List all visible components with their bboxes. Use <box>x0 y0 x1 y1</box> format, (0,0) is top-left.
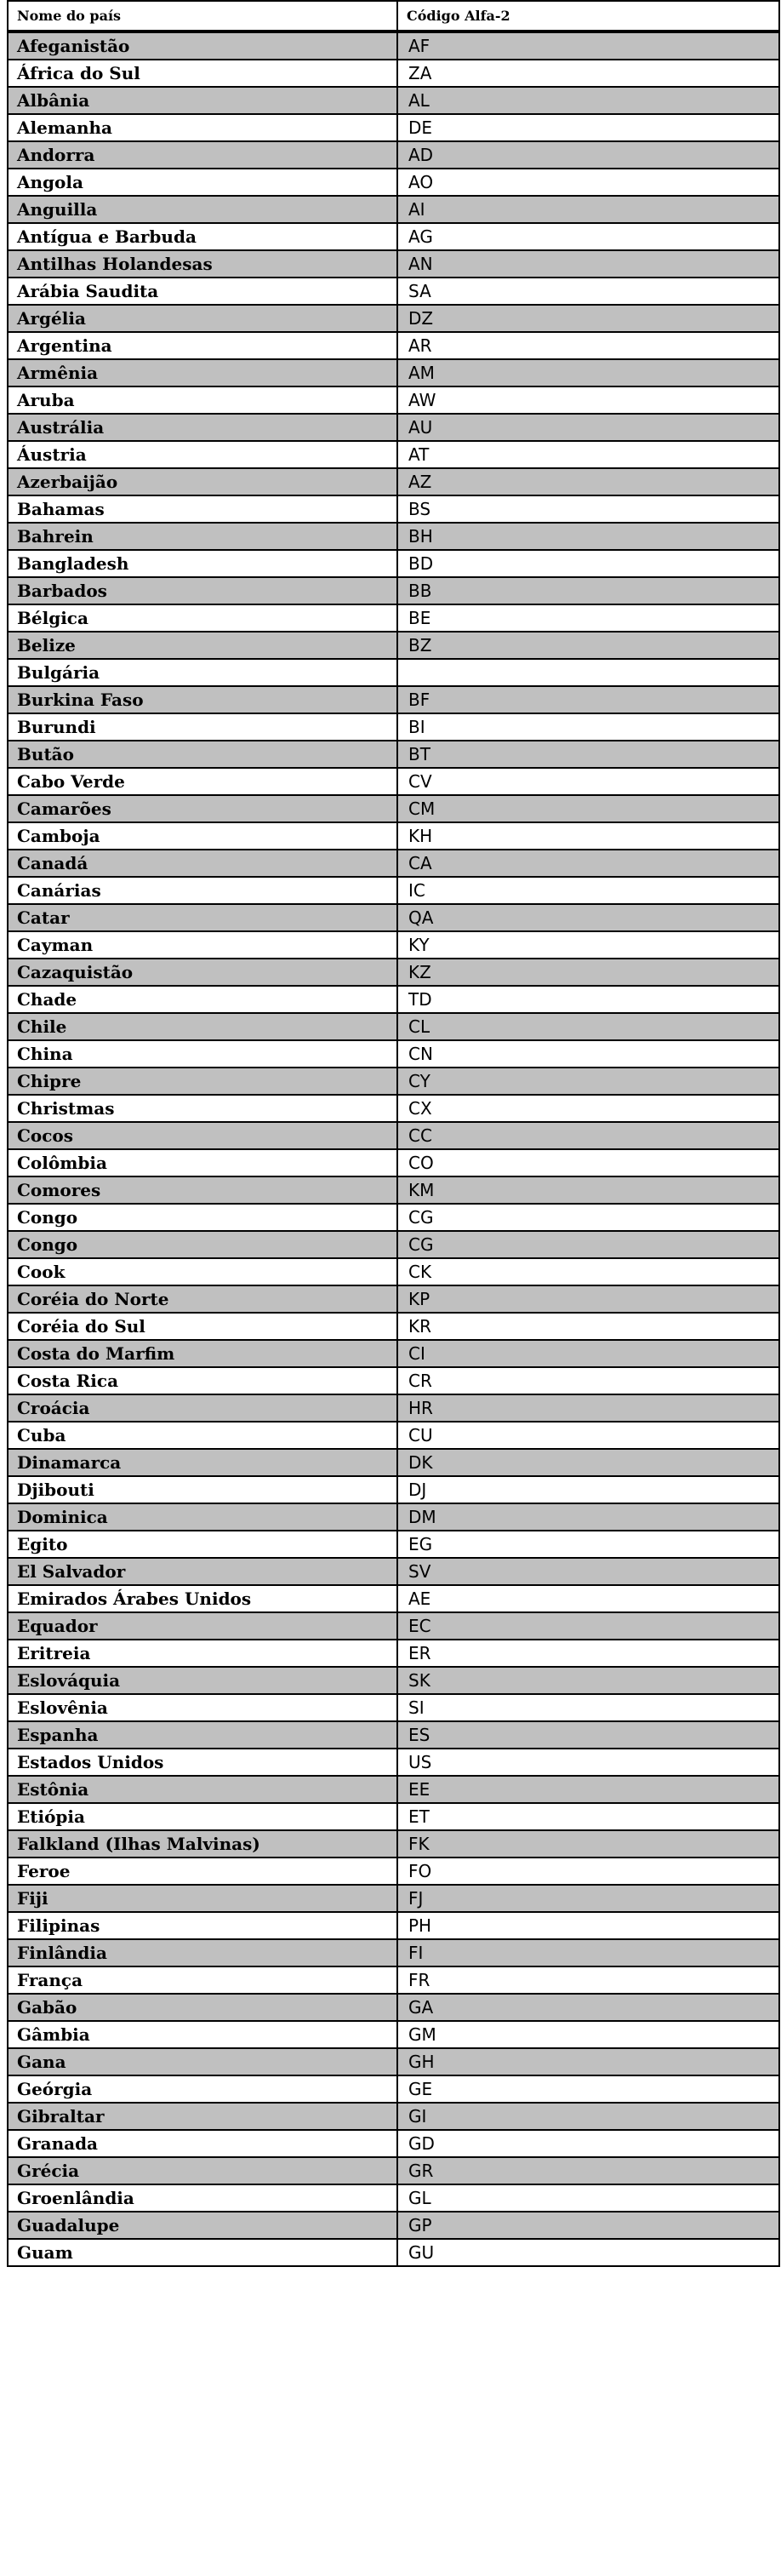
country-name-cell: Congo <box>8 1204 397 1231</box>
country-code-cell: BZ <box>397 632 779 659</box>
table-row <box>8 1204 779 1231</box>
country-code-cell: KP <box>397 1285 779 1313</box>
country-name-cell: Chade <box>8 986 397 1013</box>
country-name-cell: Estônia <box>8 1776 397 1803</box>
country-code-cell: BD <box>397 550 779 577</box>
country-code-cell: CA <box>397 850 779 877</box>
country-code-cell: GL <box>397 2184 779 2212</box>
country-name-cell: Cayman <box>8 931 397 959</box>
country-name-cell: Eslovênia <box>8 1694 397 1721</box>
country-code-cell: AU <box>397 414 779 441</box>
table-row <box>8 1422 779 1449</box>
country-name-cell: Cazaquistão <box>8 959 397 986</box>
table-row <box>8 741 779 768</box>
table-row <box>8 632 779 659</box>
country-code-cell: AN <box>397 250 779 278</box>
table-body <box>8 31 779 2266</box>
table-row <box>8 1476 779 1503</box>
country-name-cell: Coréia do Sul <box>8 1313 397 1340</box>
country-name-cell: Djibouti <box>8 1476 397 1503</box>
country-code-cell: EE <box>397 1776 779 1803</box>
country-name-cell: Feroe <box>8 1858 397 1885</box>
table-row <box>8 1068 779 1095</box>
country-code-cell: GH <box>397 2048 779 2075</box>
country-name-cell: Argentina <box>8 332 397 359</box>
country-name-cell: Falkland (Ilhas Malvinas) <box>8 1830 397 1858</box>
country-name-cell: Groenlândia <box>8 2184 397 2212</box>
country-code-cell: TD <box>397 986 779 1013</box>
country-code-cell: AM <box>397 359 779 386</box>
country-code-cell: CC <box>397 1122 779 1149</box>
table-row <box>8 2239 779 2266</box>
table-row <box>8 1640 779 1667</box>
table-row <box>8 1394 779 1422</box>
country-code-cell: AL <box>397 87 779 114</box>
country-name-cell: Congo <box>8 1231 397 1258</box>
table-row <box>8 141 779 169</box>
country-name-cell: Azerbaijão <box>8 468 397 495</box>
country-name-cell: Aruba <box>8 386 397 414</box>
table-row <box>8 468 779 495</box>
country-code-cell: FK <box>397 1830 779 1858</box>
table-row <box>8 305 779 332</box>
country-code-cell: DJ <box>397 1476 779 1503</box>
country-code-cell: CG <box>397 1204 779 1231</box>
country-name-cell: Dinamarca <box>8 1449 397 1476</box>
table-row <box>8 495 779 523</box>
country-name-cell: China <box>8 1040 397 1068</box>
country-name-cell: Costa Rica <box>8 1367 397 1394</box>
table-row <box>8 1558 779 1585</box>
country-code-cell: ET <box>397 1803 779 1830</box>
table-row <box>8 1449 779 1476</box>
table-row <box>8 577 779 604</box>
table-row <box>8 1858 779 1885</box>
table-row <box>8 1176 779 1204</box>
table-row <box>8 931 779 959</box>
country-code-cell: KY <box>397 931 779 959</box>
country-name-cell: Camboja <box>8 822 397 850</box>
table-row <box>8 1830 779 1858</box>
country-code-cell: DK <box>397 1449 779 1476</box>
table-row <box>8 1749 779 1776</box>
country-code-cell: QA <box>397 904 779 931</box>
country-code-cell: EG <box>397 1531 779 1558</box>
country-code-cell: AT <box>397 441 779 468</box>
country-name-cell: Christmas <box>8 1095 397 1122</box>
table-row <box>8 87 779 114</box>
country-code-cell: GR <box>397 2157 779 2184</box>
country-code-cell: PH <box>397 1912 779 1939</box>
country-name-cell: Finlândia <box>8 1939 397 1966</box>
country-code-cell: SV <box>397 1558 779 1585</box>
country-name-cell: África do Sul <box>8 60 397 87</box>
table-row <box>8 523 779 550</box>
country-code-cell: DZ <box>397 305 779 332</box>
table-row <box>8 1095 779 1122</box>
country-name-cell: Fiji <box>8 1885 397 1912</box>
country-name-cell: Bélgica <box>8 604 397 632</box>
table-row <box>8 1503 779 1531</box>
country-code-cell: CX <box>397 1095 779 1122</box>
table-row <box>8 986 779 1013</box>
country-code-cell: BI <box>397 713 779 741</box>
country-code-cell: BS <box>397 495 779 523</box>
country-code-cell: CM <box>397 795 779 822</box>
table-row <box>8 768 779 795</box>
table-row <box>8 713 779 741</box>
code-column-header: Código Alfa-2 <box>397 1 779 31</box>
country-code-cell: SA <box>397 278 779 305</box>
country-code-cell: CV <box>397 768 779 795</box>
table-row <box>8 2157 779 2184</box>
country-code-cell: CR <box>397 1367 779 1394</box>
country-name-cell: Colômbia <box>8 1149 397 1176</box>
table-row <box>8 169 779 196</box>
table-row <box>8 1612 779 1640</box>
table-row <box>8 1149 779 1176</box>
country-code-cell: FJ <box>397 1885 779 1912</box>
country-code-cell: KR <box>397 1313 779 1340</box>
country-code-cell: FR <box>397 1966 779 1994</box>
country-code-cell: BH <box>397 523 779 550</box>
country-code-cell: GP <box>397 2212 779 2239</box>
country-name-cell: Belize <box>8 632 397 659</box>
country-name-cell: Filipinas <box>8 1912 397 1939</box>
table-row <box>8 1258 779 1285</box>
table-header-row <box>8 1 779 31</box>
table-row <box>8 1966 779 1994</box>
table-row <box>8 1313 779 1340</box>
country-code-cell: GA <box>397 1994 779 2021</box>
country-code-cell: AI <box>397 196 779 223</box>
table-row <box>8 1803 779 1830</box>
table-row <box>8 2021 779 2048</box>
table-row <box>8 2130 779 2157</box>
country-code-cell: CN <box>397 1040 779 1068</box>
table-row <box>8 1885 779 1912</box>
country-name-cell: Butão <box>8 741 397 768</box>
country-name-cell: Cuba <box>8 1422 397 1449</box>
country-name-cell: Catar <box>8 904 397 931</box>
country-name-cell: Dominica <box>8 1503 397 1531</box>
country-name-cell: Antilhas Holandesas <box>8 250 397 278</box>
country-name-cell: Angola <box>8 169 397 196</box>
country-name-cell: Canadá <box>8 850 397 877</box>
country-code-cell: GD <box>397 2130 779 2157</box>
table-row <box>8 332 779 359</box>
country-name-cell: Comores <box>8 1176 397 1204</box>
country-code-cell: AE <box>397 1585 779 1612</box>
country-name-cell: Chipre <box>8 1068 397 1095</box>
country-code-cell: AW <box>397 386 779 414</box>
country-name-cell: Chile <box>8 1013 397 1040</box>
country-code-cell: CY <box>397 1068 779 1095</box>
country-code-cell: AO <box>397 169 779 196</box>
table-row <box>8 386 779 414</box>
country-code-cell: KM <box>397 1176 779 1204</box>
country-code-cell: DM <box>397 1503 779 1531</box>
country-name-cell: Etiópia <box>8 1803 397 1830</box>
table-row <box>8 359 779 386</box>
country-name-cell: Albânia <box>8 87 397 114</box>
table-row <box>8 1776 779 1803</box>
table-row <box>8 1013 779 1040</box>
country-code-document <box>7 0 778 2267</box>
country-name-cell: Burkina Faso <box>8 686 397 713</box>
country-name-cell: Egito <box>8 1531 397 1558</box>
country-code-cell: AG <box>397 223 779 250</box>
table-row <box>8 1340 779 1367</box>
country-code-cell: FO <box>397 1858 779 1885</box>
table-row <box>8 1122 779 1149</box>
country-code-cell: CU <box>397 1422 779 1449</box>
country-code-cell: SK <box>397 1667 779 1694</box>
table-row <box>8 1939 779 1966</box>
country-name-cell: Andorra <box>8 141 397 169</box>
country-name-cell: Cook <box>8 1258 397 1285</box>
country-code-cell: KZ <box>397 959 779 986</box>
table-row <box>8 2075 779 2103</box>
country-name-cell: Gana <box>8 2048 397 2075</box>
country-name-cell: Cabo Verde <box>8 768 397 795</box>
country-code-cell: EC <box>397 1612 779 1640</box>
table-row <box>8 1694 779 1721</box>
table-row <box>8 686 779 713</box>
table-row <box>8 414 779 441</box>
country-name-cell: Croácia <box>8 1394 397 1422</box>
table-row <box>8 441 779 468</box>
table-row <box>8 60 779 87</box>
table-row <box>8 1994 779 2021</box>
table-row <box>8 1285 779 1313</box>
table-row <box>8 1040 779 1068</box>
country-code-cell: ZA <box>397 60 779 87</box>
country-name-cell: Áustria <box>8 441 397 468</box>
table-row <box>8 1667 779 1694</box>
country-name-cell: Eslováquia <box>8 1667 397 1694</box>
country-name-cell: Guadalupe <box>8 2212 397 2239</box>
country-code-cell: BF <box>397 686 779 713</box>
country-code-cell: KH <box>397 822 779 850</box>
table-row <box>8 1367 779 1394</box>
country-column-header: Nome do país <box>8 1 397 31</box>
country-code-cell: CI <box>397 1340 779 1367</box>
table-row <box>8 2212 779 2239</box>
table-row <box>8 223 779 250</box>
country-code-cell: AF <box>397 31 779 60</box>
country-name-cell: Gibraltar <box>8 2103 397 2130</box>
country-name-cell: Bahrein <box>8 523 397 550</box>
country-name-cell: Granada <box>8 2130 397 2157</box>
country-name-cell: Costa do Marfim <box>8 1340 397 1367</box>
country-name-cell: Cocos <box>8 1122 397 1149</box>
table-row <box>8 1531 779 1558</box>
country-name-cell: Argélia <box>8 305 397 332</box>
country-code-cell: AD <box>397 141 779 169</box>
table-row <box>8 795 779 822</box>
country-name-cell: Austrália <box>8 414 397 441</box>
table-row <box>8 1231 779 1258</box>
country-name-cell: Estados Unidos <box>8 1749 397 1776</box>
country-code-cell: IC <box>397 877 779 904</box>
country-name-cell: Geórgia <box>8 2075 397 2103</box>
country-code-cell: BE <box>397 604 779 632</box>
country-name-cell: Armênia <box>8 359 397 386</box>
country-code-cell: BB <box>397 577 779 604</box>
country-name-cell: Burundi <box>8 713 397 741</box>
table-row <box>8 877 779 904</box>
country-name-cell: Alemanha <box>8 114 397 141</box>
table-row <box>8 659 779 686</box>
country-code-cell: AR <box>397 332 779 359</box>
country-name-cell: Eritreia <box>8 1640 397 1667</box>
table-row <box>8 822 779 850</box>
country-name-cell: Coréia do Norte <box>8 1285 397 1313</box>
table-row <box>8 1721 779 1749</box>
country-code-cell: FI <box>397 1939 779 1966</box>
country-code-cell: GI <box>397 2103 779 2130</box>
country-name-cell: França <box>8 1966 397 1994</box>
country-name-cell: Arábia Saudita <box>8 278 397 305</box>
table-row <box>8 959 779 986</box>
country-code-cell: BT <box>397 741 779 768</box>
country-code-cell: SI <box>397 1694 779 1721</box>
country-name-cell: Gabão <box>8 1994 397 2021</box>
country-code-cell: GM <box>397 2021 779 2048</box>
country-code-cell: US <box>397 1749 779 1776</box>
country-code-cell: CG <box>397 1231 779 1258</box>
country-code-cell: GE <box>397 2075 779 2103</box>
country-code-cell: ER <box>397 1640 779 1667</box>
country-code-cell <box>397 659 779 686</box>
country-name-cell: Equador <box>8 1612 397 1640</box>
table-row <box>8 196 779 223</box>
country-name-cell: Grécia <box>8 2157 397 2184</box>
country-name-cell: Espanha <box>8 1721 397 1749</box>
table-row <box>8 1912 779 1939</box>
country-name-cell: Guam <box>8 2239 397 2266</box>
country-name-cell: Emirados Árabes Unidos <box>8 1585 397 1612</box>
country-code-cell: GU <box>397 2239 779 2266</box>
country-name-cell: Canárias <box>8 877 397 904</box>
table-row <box>8 904 779 931</box>
table-row <box>8 2184 779 2212</box>
country-name-cell: Bangladesh <box>8 550 397 577</box>
country-name-cell: Bahamas <box>8 495 397 523</box>
table-row <box>8 2103 779 2130</box>
table-row <box>8 250 779 278</box>
country-code-cell: CL <box>397 1013 779 1040</box>
table-row <box>8 278 779 305</box>
country-name-cell: Barbados <box>8 577 397 604</box>
country-name-cell: El Salvador <box>8 1558 397 1585</box>
country-code-cell: DE <box>397 114 779 141</box>
table-row <box>8 114 779 141</box>
country-name-cell: Bulgária <box>8 659 397 686</box>
country-code-cell: AZ <box>397 468 779 495</box>
country-code-cell: ES <box>397 1721 779 1749</box>
country-code-table <box>7 0 780 2267</box>
table-row <box>8 850 779 877</box>
table-row <box>8 550 779 577</box>
country-code-cell: CK <box>397 1258 779 1285</box>
table-row <box>8 2048 779 2075</box>
table-row <box>8 604 779 632</box>
country-name-cell: Anguilla <box>8 196 397 223</box>
table-row <box>8 31 779 60</box>
country-name-cell: Camarões <box>8 795 397 822</box>
country-code-cell: CO <box>397 1149 779 1176</box>
country-name-cell: Afeganistão <box>8 31 397 60</box>
table-row <box>8 1585 779 1612</box>
country-name-cell: Antígua e Barbuda <box>8 223 397 250</box>
country-name-cell: Gâmbia <box>8 2021 397 2048</box>
country-code-cell: HR <box>397 1394 779 1422</box>
